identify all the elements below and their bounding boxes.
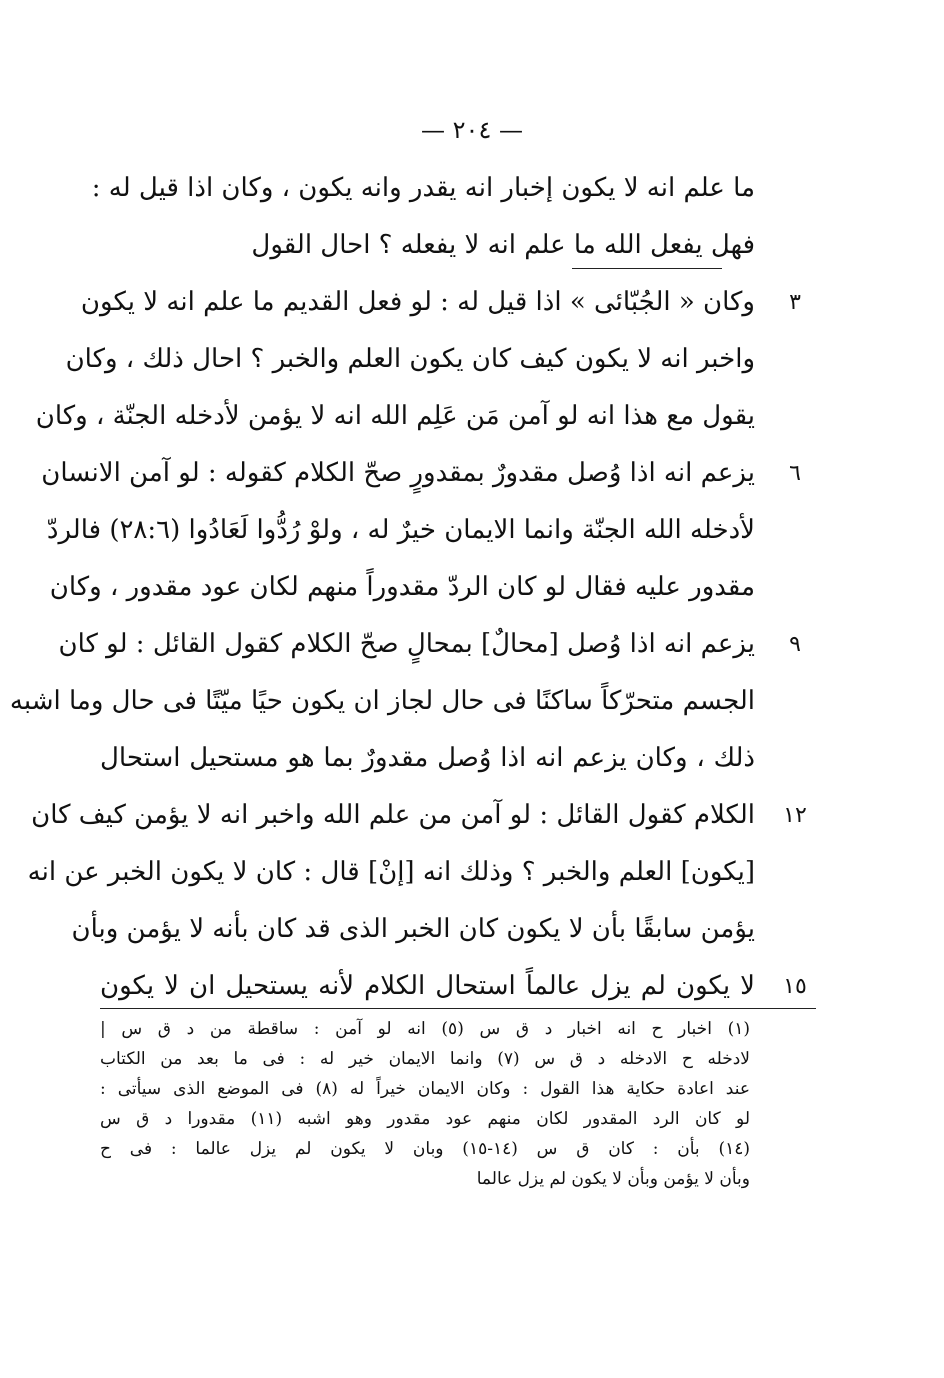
text-line: فهل يفعل الله ما علم انه لا يفعله ؟ احال القول — [251, 230, 755, 260]
footnote-line: (١) اخبار ح انه اخبار د ق س (٥) انه لو آمن : ساقطة من د ق س | — [100, 1019, 750, 1039]
footnote-line: (١٤) بأن : كان ق س (١٤-١٥) وبان لا يكون لم يزل عالما : فى ح — [100, 1139, 751, 1159]
footnote-rule — [100, 1008, 816, 1009]
text-line: لأدخله الله الجنّة وانما الايمان خيرٌ له ، ولوْ رُدُّوا لَعَادُوا (٢٨:٦) فالردّ — [46, 515, 755, 545]
text-line: يقول مع هذا انه لو آمن مَن عَلِم الله انه لا يؤمن لأدخله الجنّة ، وكان — [35, 401, 755, 431]
line-number: ٩ — [789, 632, 801, 657]
text-line: وكان « الجُبّائى » اذا قيل له : لو فعل القديم ما علم انه لا يكون — [80, 287, 755, 317]
footnote-line: عند اعادة حكاية هذا القول : وكان الايمان خيراً له (٨) فى الموضع الذى سيأتى : — [100, 1079, 751, 1099]
text-line: لا يكون لم يزل عالماً استحال الكلام لأنه يستحيل ان لا يكون — [100, 971, 755, 1001]
line-number: ٣ — [789, 290, 801, 315]
text-line: يزعم انه اذا وُصل مقدورٌ بمقدورٍ صحّ الكلام كقوله : لو آمن الانسان — [41, 458, 755, 488]
text-line: ما علم انه لا يكون إخبار انه يقدر وانه يكون ، وكان اذا قيل له : — [91, 173, 755, 203]
footnote-line: وبأن لا يؤمن وبأن لا يكون لم يزل عالما — [476, 1169, 750, 1189]
main-text — [9, 160, 755, 1015]
footnote-line: لادخله ح الادخله د ق س (٧) وانما الايمان خير له : فى ما بعد من الكتاب — [100, 1049, 750, 1069]
marginal-underline — [572, 268, 722, 269]
text-line: مقدور عليه فقال لو كان الردّ مقدوراً منهم لكان عود مقدور ، وكان — [49, 572, 755, 602]
line-number: ١٢ — [783, 803, 807, 828]
footnotes — [100, 1014, 750, 1194]
text-line: الجسم متحرّكاً ساكنًا فى حال لجاز ان يكون حيًا ميّتًا فى حال وما اشبه — [9, 686, 755, 716]
text-line: ذلك ، وكان يزعم انه اذا وُصل مقدورٌ بما هو مستحيل استحال — [100, 743, 755, 773]
text-line: [يكون] العلم والخبر ؟ وذلك انه [إنْ] قال : كان لا يكون الخبر عن انه — [27, 857, 755, 887]
text-line: الكلام كقول القائل : لو آمن من علم الله واخبر انه لا يؤمن كيف كان — [31, 800, 755, 830]
footnote-line: لو كان الرد المقدور لكان منهم عود مقدور وهو اشبه (١١) مقدورا د ق س — [100, 1109, 750, 1129]
line-number: ٦ — [789, 461, 801, 486]
line-number: ١٥ — [783, 974, 807, 999]
page-number: — ٢٠٤ — — [421, 116, 523, 144]
text-line: يؤمن سابقًا بأن لا يكون كان الخبر الذى قد كان بأنه لا يؤمن وبأن — [71, 914, 755, 944]
text-line: واخبر انه لا يكون كيف كان يكون العلم والخبر ؟ احال ذلك ، وكان — [65, 344, 755, 374]
text-line: يزعم انه اذا وُصل [محالٌ] بمحالٍ صحّ الكلام كقول القائل : لو كان — [58, 629, 755, 659]
